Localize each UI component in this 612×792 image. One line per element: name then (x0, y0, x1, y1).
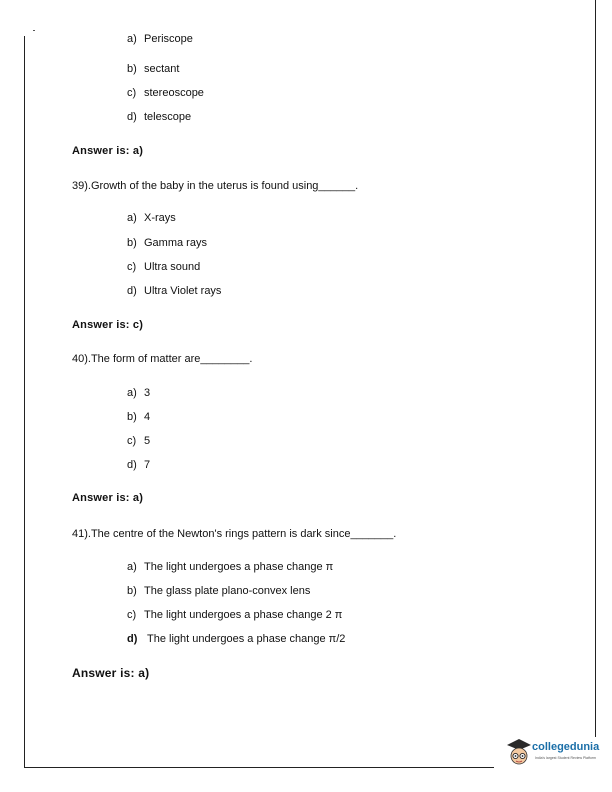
answer-text: Answer is: c) (72, 319, 144, 331)
page-border-right (595, 0, 596, 737)
option-a: a) 3 (127, 387, 151, 399)
option-a: a) The light undergoes a phase change π (127, 561, 334, 573)
answer-text: Answer is: a) (72, 145, 144, 157)
answer-text: Answer is: a) (72, 492, 144, 504)
logo-tagline: India's largest Student Review Platform (535, 756, 596, 760)
option-a: a) Periscope (127, 33, 193, 45)
option-d: d) Ultra Violet rays (127, 285, 222, 297)
option-b: b) 4 (127, 411, 151, 423)
collegedunia-logo (505, 736, 605, 772)
option-b: b) Gamma rays (127, 237, 207, 249)
option-c: c) stereoscope (127, 87, 204, 99)
option-a: a) X-rays (127, 212, 176, 224)
option-c: c) Ultra sound (127, 261, 201, 273)
mascot-icon (505, 736, 533, 770)
option-c: c) The light undergoes a phase change 2 π (127, 609, 343, 621)
question-39: 39).Growth of the baby in the uterus is found using______. (72, 180, 359, 192)
option-d: d) 7 (127, 459, 151, 471)
option-d: d) telescope (127, 111, 192, 123)
option-d: d) The light undergoes a phase change π/2 (127, 633, 346, 645)
page-border-left (24, 36, 25, 768)
page-border-bottom (24, 767, 494, 768)
page-mark (33, 30, 35, 31)
question-40: 40).The form of matter are________. (72, 353, 253, 365)
question-41: 41).The centre of the Newton's rings pattern is dark since_______. (72, 528, 397, 540)
logo-name: collegedunia (532, 741, 600, 753)
option-b: b) The glass plate plano-convex lens (127, 585, 311, 597)
option-b: b) sectant (127, 63, 180, 75)
option-c: c) 5 (127, 435, 151, 447)
answer-text: Answer is: a) (72, 666, 150, 680)
